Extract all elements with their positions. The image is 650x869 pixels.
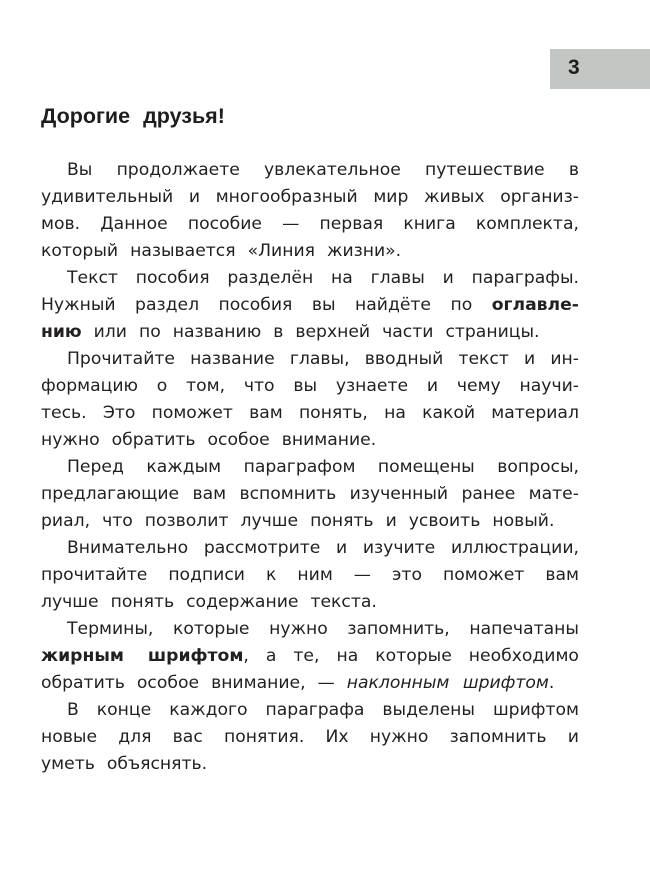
word: и xyxy=(385,511,397,531)
word: вас xyxy=(172,727,203,747)
word: ин- xyxy=(550,349,579,369)
word: параграфом xyxy=(243,457,356,477)
word: конце xyxy=(96,700,152,720)
word: — xyxy=(317,673,335,693)
word: путешествие xyxy=(424,160,545,180)
word: организ- xyxy=(500,187,579,207)
word: внимание, xyxy=(211,673,306,693)
word: понять, xyxy=(298,403,368,423)
word: на xyxy=(336,646,359,666)
word: ранее xyxy=(461,484,516,504)
word: формацию xyxy=(41,376,138,396)
word: жизни». xyxy=(326,241,402,261)
word: удивительный xyxy=(41,187,174,207)
word: — xyxy=(353,565,371,585)
word: и xyxy=(567,727,579,747)
word: мов. xyxy=(41,214,81,234)
page-number: 3 xyxy=(568,56,580,79)
page-number-box xyxy=(550,49,650,89)
word: книга xyxy=(403,214,456,234)
word: по xyxy=(450,295,473,315)
word: каждым xyxy=(146,457,222,477)
word: те, xyxy=(293,646,320,666)
text-line xyxy=(41,589,579,616)
word: найдёте xyxy=(355,295,431,315)
text-line xyxy=(41,724,579,751)
word: особое xyxy=(207,430,270,450)
word: иллюстрации, xyxy=(450,538,579,558)
word: содержание xyxy=(186,592,299,612)
word: какой xyxy=(422,403,476,423)
word: тесь. xyxy=(41,403,87,423)
word: вы xyxy=(311,295,336,315)
word: материал xyxy=(491,403,579,423)
word: и xyxy=(188,187,201,207)
word: понять xyxy=(310,511,374,531)
word: жирным шрифтом, xyxy=(41,646,249,666)
word: нужно xyxy=(369,727,429,747)
word: живых xyxy=(424,187,485,207)
word: параграфа xyxy=(265,700,365,720)
word: вам xyxy=(249,403,283,423)
word: обратить xyxy=(111,430,196,450)
word: уметь xyxy=(41,754,95,774)
word: части xyxy=(382,322,434,342)
word: мир xyxy=(373,187,409,207)
word: первая xyxy=(319,214,384,234)
word: вам xyxy=(545,565,579,585)
text-line xyxy=(67,265,579,292)
word: которые xyxy=(375,646,452,666)
word: каждого xyxy=(169,700,248,720)
word: оглавле- xyxy=(491,295,579,315)
word: рассмотрите xyxy=(203,538,321,558)
word: которые xyxy=(173,619,250,639)
word: текста. xyxy=(310,592,377,612)
word: Вы xyxy=(67,160,93,180)
word: в xyxy=(273,322,284,342)
word: поможет xyxy=(442,565,525,585)
word: Внимательно xyxy=(67,538,189,558)
word: к xyxy=(266,565,277,585)
text-line xyxy=(41,211,579,238)
word: запомнить, xyxy=(347,619,450,639)
word: том, xyxy=(186,376,226,396)
word: текст xyxy=(458,349,509,369)
word: чему xyxy=(456,376,501,396)
word: понять xyxy=(110,592,175,612)
word: пособие xyxy=(187,214,262,234)
word: изученный xyxy=(349,484,449,504)
word: по xyxy=(138,322,161,342)
word: подписи xyxy=(168,565,245,585)
word: название xyxy=(190,349,275,369)
word: вы xyxy=(293,376,318,396)
text-line xyxy=(41,238,579,265)
word: риал, xyxy=(41,511,91,531)
text-line xyxy=(41,751,579,778)
word: комплекта, xyxy=(475,214,579,234)
word: продолжаете xyxy=(116,160,240,180)
word: Прочитайте xyxy=(67,349,175,369)
word: научи- xyxy=(519,376,579,396)
word: многообразный xyxy=(215,187,358,207)
word: понятия. xyxy=(223,727,305,747)
word: Перед xyxy=(67,457,124,477)
word: Это xyxy=(102,403,136,423)
text-line xyxy=(41,400,579,427)
word: внимание. xyxy=(281,430,377,450)
word: разделён xyxy=(227,268,314,288)
word: который xyxy=(41,241,119,261)
text-line xyxy=(41,427,579,454)
word: для xyxy=(118,727,152,747)
word: и xyxy=(524,349,536,369)
page-title: Дорогие друзья! xyxy=(41,104,225,128)
word: а xyxy=(265,646,277,666)
word: предлагающие xyxy=(41,484,180,504)
word: выделены xyxy=(382,700,475,720)
word: наклонным шрифтом. xyxy=(346,673,555,693)
word: В xyxy=(67,700,79,720)
word: Текст xyxy=(67,268,118,288)
text-line xyxy=(41,481,579,508)
word: запомнить xyxy=(449,727,547,747)
word: лучше xyxy=(41,592,99,612)
word: параграфы. xyxy=(471,268,579,288)
word: особое xyxy=(136,673,200,693)
word: на xyxy=(384,403,406,423)
word: Термины, xyxy=(67,619,154,639)
text-line xyxy=(67,616,579,643)
word: или xyxy=(93,322,127,342)
word: это xyxy=(392,565,422,585)
word: нию xyxy=(41,322,82,342)
word: вспомнить xyxy=(239,484,337,504)
word: и xyxy=(426,376,439,396)
word: нужно xyxy=(41,430,100,450)
text-line xyxy=(67,346,579,373)
word: в xyxy=(568,160,579,180)
word: вам xyxy=(192,484,227,504)
text-line xyxy=(41,292,579,319)
word: вопросы, xyxy=(497,457,579,477)
word: «Линия xyxy=(247,241,315,261)
text-line xyxy=(67,454,579,481)
text-line xyxy=(41,319,579,346)
word: новые xyxy=(41,727,98,747)
word: главы, xyxy=(289,349,350,369)
word: главы xyxy=(370,268,425,288)
word: ним xyxy=(297,565,333,585)
word: узнаете xyxy=(335,376,409,396)
word: Данное xyxy=(100,214,168,234)
word: страницы. xyxy=(445,322,540,342)
text-line xyxy=(67,157,579,184)
word: поможет xyxy=(151,403,233,423)
text-line xyxy=(41,508,579,535)
word: пособия xyxy=(218,295,293,315)
word: называется xyxy=(130,241,236,261)
word: необходимо xyxy=(468,646,579,666)
word: верхней xyxy=(295,322,371,342)
word: прочитайте xyxy=(41,565,148,585)
word: — xyxy=(282,214,300,234)
word: и xyxy=(336,538,348,558)
text-line xyxy=(67,697,579,724)
word: лучше xyxy=(240,511,299,531)
word: что xyxy=(243,376,275,396)
word: усвоить xyxy=(408,511,481,531)
word: напечатаны xyxy=(469,619,579,639)
text-line xyxy=(67,535,579,562)
word: увлекательное xyxy=(263,160,401,180)
word: шрифтом xyxy=(492,700,579,720)
word: объяснять. xyxy=(106,754,208,774)
text-line xyxy=(41,670,579,697)
word: пособия xyxy=(135,268,210,288)
word: на xyxy=(330,268,353,288)
word: новый. xyxy=(492,511,555,531)
word: изучите xyxy=(362,538,436,558)
text-line xyxy=(41,643,579,670)
word: названию xyxy=(172,322,262,342)
word: обратить xyxy=(41,673,125,693)
word: Нужный xyxy=(41,295,116,315)
word: что xyxy=(102,511,133,531)
word: мате- xyxy=(528,484,579,504)
word: о xyxy=(156,376,168,396)
word: помещены xyxy=(377,457,475,477)
word: позволит xyxy=(144,511,229,531)
word: раздел xyxy=(135,295,200,315)
word: вводный xyxy=(364,349,444,369)
text-line xyxy=(41,184,579,211)
text-line xyxy=(41,373,579,400)
word: Их xyxy=(325,727,349,747)
word: и xyxy=(442,268,454,288)
word: нужно xyxy=(269,619,328,639)
text-line xyxy=(41,562,579,589)
